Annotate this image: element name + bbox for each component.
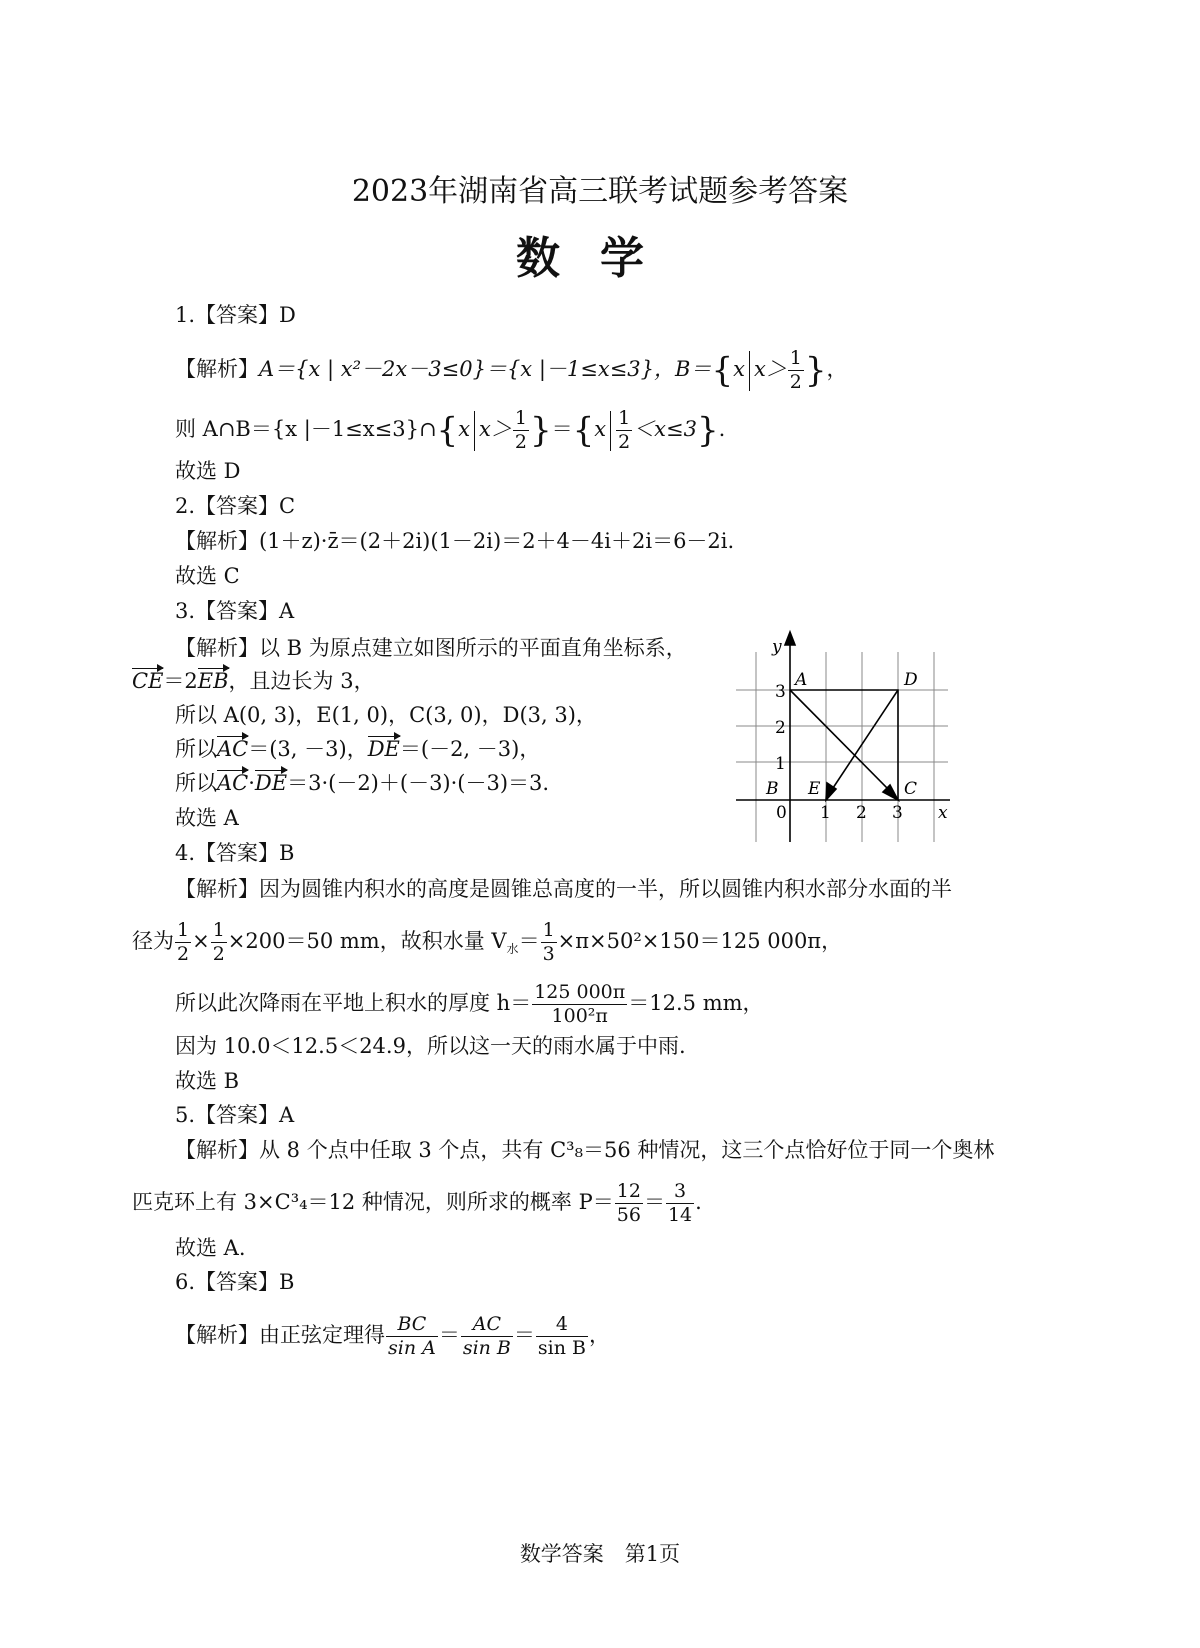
q5-choose: 故选 A. bbox=[175, 1236, 246, 1260]
point-c-label: C bbox=[904, 779, 918, 799]
y-tick-3: 3 bbox=[775, 682, 786, 702]
q1-line2 bbox=[175, 407, 725, 454]
cond-text: x＞ bbox=[753, 357, 787, 381]
brace-close: } bbox=[804, 350, 827, 391]
equals: ＝ bbox=[518, 929, 540, 953]
so-text: 所以 bbox=[175, 737, 217, 761]
equals: ＝ bbox=[513, 1323, 535, 1347]
comma: ， bbox=[588, 1323, 610, 1347]
x-axis-label: x bbox=[938, 803, 948, 823]
so-text: 所以 bbox=[175, 771, 217, 795]
radius-text: 径为 bbox=[132, 929, 174, 953]
fraction-third: $\frac{1}{3}$ bbox=[542, 919, 555, 965]
q5-line1: 【解析】从 8 个点中任取 3 个点，共有 C³₈＝56 种情况，这三个点恰好位于同一个奥林 bbox=[175, 1138, 995, 1162]
vector-ac-value: ＝(3, －3)， bbox=[248, 737, 368, 761]
fraction-half: $\frac{1}{2}$ bbox=[514, 407, 527, 453]
probability-text: 匹克环上有 3×C³₄＝12 种情况，则所求的概率 P＝ bbox=[132, 1190, 614, 1214]
brace-open: { bbox=[711, 350, 734, 391]
vector-ac: AC bbox=[217, 768, 248, 798]
point-a-label: A bbox=[795, 670, 808, 690]
set-bar bbox=[474, 411, 475, 451]
equals: ＝ bbox=[551, 417, 573, 441]
subject-title: 数学 bbox=[516, 233, 684, 284]
vector-de: DE bbox=[255, 768, 287, 798]
q1-choose: 故选 D bbox=[175, 459, 241, 483]
q4-answer: 4.【答案】B bbox=[175, 841, 295, 865]
origin-label: 0 bbox=[776, 803, 787, 823]
var-x: x bbox=[733, 357, 745, 381]
fraction-half: $\frac{1}{2}$ bbox=[789, 347, 802, 393]
point-e-label: E bbox=[808, 779, 821, 799]
set-bar bbox=[610, 411, 611, 451]
sine-rule-text: 【解析】由正弦定理得 bbox=[175, 1323, 385, 1347]
vector-eb: EB bbox=[198, 666, 229, 696]
q5-line2 bbox=[132, 1180, 702, 1227]
x-tick-1: 1 bbox=[820, 803, 831, 823]
q1-answer: 1.【答案】D bbox=[175, 303, 296, 327]
brace-close: } bbox=[697, 410, 719, 451]
equals: ＝ bbox=[643, 1190, 665, 1214]
comma: ， bbox=[826, 357, 848, 381]
document-title: 2023年湖南省高三联考试题参考答案 bbox=[351, 174, 849, 209]
side-length-text: ，且边长为 3， bbox=[228, 669, 375, 693]
thickness-text: 所以此次降雨在平地上积水的厚度 h＝ bbox=[175, 991, 532, 1015]
vector-ce: CE bbox=[132, 666, 163, 696]
q4-line2 bbox=[132, 919, 842, 966]
cond-text: ＜x≤3 bbox=[633, 417, 697, 441]
fraction-12-56: $\frac{12}{56}$ bbox=[616, 1180, 641, 1226]
period: . bbox=[718, 417, 726, 441]
thickness-value: ＝12.5 mm， bbox=[628, 991, 764, 1015]
set-bar bbox=[749, 351, 750, 391]
segment-ac bbox=[790, 690, 894, 795]
water-volume-text: ×200＝50 mm，故积水量 V bbox=[227, 929, 507, 953]
times: × bbox=[192, 929, 210, 953]
q4-line4: 因为 10.0＜12.5＜24.9，所以这一天的雨水属于中雨. bbox=[175, 1034, 686, 1058]
vector-ac: AC bbox=[217, 734, 248, 764]
var-x: x bbox=[458, 417, 471, 441]
y-axis-label: y bbox=[772, 637, 782, 657]
x-tick-2: 2 bbox=[856, 803, 867, 823]
q2-solution: 【解析】(1＋z)·z̄＝(2＋2i)(1－2i)＝2＋4－4i＋2i＝6－2i. bbox=[175, 529, 735, 553]
q6-answer: 6.【答案】B bbox=[175, 1270, 295, 1294]
q1-line1 bbox=[175, 347, 848, 394]
point-b-label: B bbox=[766, 779, 779, 799]
q4-line3 bbox=[175, 981, 764, 1028]
q5-answer: 5.【答案】A bbox=[175, 1103, 295, 1127]
q3-line1: 【解析】以 B 为原点建立如图所示的平面直角坐标系， bbox=[175, 636, 687, 660]
q4-choose: 故选 B bbox=[175, 1069, 240, 1093]
dot-text: · bbox=[248, 771, 255, 795]
period: . bbox=[695, 1190, 702, 1214]
vector-de: DE bbox=[368, 734, 400, 764]
q1-intersection: 则 A∩B＝{x |－1≤x≤3}∩ bbox=[175, 417, 437, 441]
point-d-label: D bbox=[904, 670, 918, 690]
y-axis-arrow bbox=[785, 632, 795, 645]
brace-close: } bbox=[529, 410, 552, 451]
q6-line1 bbox=[175, 1313, 610, 1360]
q4-line1: 【解析】因为圆锥内积水的高度是圆锥总高度的一半，所以圆锥内积水部分水面的半 bbox=[175, 877, 952, 901]
brace-open: { bbox=[572, 410, 595, 451]
fraction-half: $\frac{1}{2}$ bbox=[177, 919, 190, 965]
q3-line4 bbox=[175, 734, 540, 764]
vector-de-value: ＝(－2, －3)， bbox=[399, 737, 541, 761]
q3-line2 bbox=[132, 666, 375, 696]
q3-choose: 故选 A bbox=[175, 806, 239, 830]
equals: ＝ bbox=[438, 1323, 460, 1347]
cond-text: x＞ bbox=[479, 417, 512, 441]
water-subscript: 水 bbox=[506, 942, 519, 957]
x-tick-3: 3 bbox=[892, 803, 903, 823]
fraction-thickness: $\frac{125 000\pi}{\text{100²π}}$ bbox=[534, 981, 626, 1027]
fraction-bc-sina: $\frac{BC}{\text{sin A}}$ bbox=[388, 1313, 436, 1359]
fraction-3-14: $\frac{3}{14}$ bbox=[667, 1180, 693, 1226]
q3-answer: 3.【答案】A bbox=[175, 599, 295, 623]
q3-line3: 所以 A(0, 3)，E(1, 0)，C(3, 0)，D(3, 3)， bbox=[175, 703, 597, 727]
page-footer: 数学答案 第1页 bbox=[519, 1542, 681, 1566]
coordinate-figure bbox=[728, 628, 958, 848]
fraction-half: $\frac{1}{2}$ bbox=[212, 919, 225, 965]
fraction-4-sinb: $\frac{4}{\text{sin B}}$ bbox=[537, 1313, 586, 1359]
var-x: x bbox=[594, 417, 607, 441]
fraction-ac-sinb: $\frac{AC}{\text{sin B}}$ bbox=[462, 1313, 511, 1359]
label-jiexi: 【解析】 bbox=[175, 357, 259, 381]
q2-answer: 2.【答案】C bbox=[175, 494, 296, 518]
q2-choose: 故选 C bbox=[175, 564, 240, 588]
y-tick-2: 2 bbox=[775, 718, 786, 738]
brace-open: { bbox=[436, 410, 459, 451]
volume-value: ×π×50²×150＝125 000π， bbox=[557, 929, 843, 953]
q1-set-a: A＝{x | x²－2x－3≤0}＝{x |－1≤x≤3}，B＝ bbox=[259, 357, 712, 381]
segment-de bbox=[829, 690, 898, 794]
dot-product-value: ＝3·(－2)＋(－3)·(－3)＝3. bbox=[287, 771, 550, 795]
y-tick-1: 1 bbox=[775, 754, 786, 774]
eq-2: ＝2 bbox=[163, 669, 198, 693]
fraction-half: $\frac{1}{2}$ bbox=[618, 407, 631, 453]
q3-line5 bbox=[175, 768, 549, 798]
